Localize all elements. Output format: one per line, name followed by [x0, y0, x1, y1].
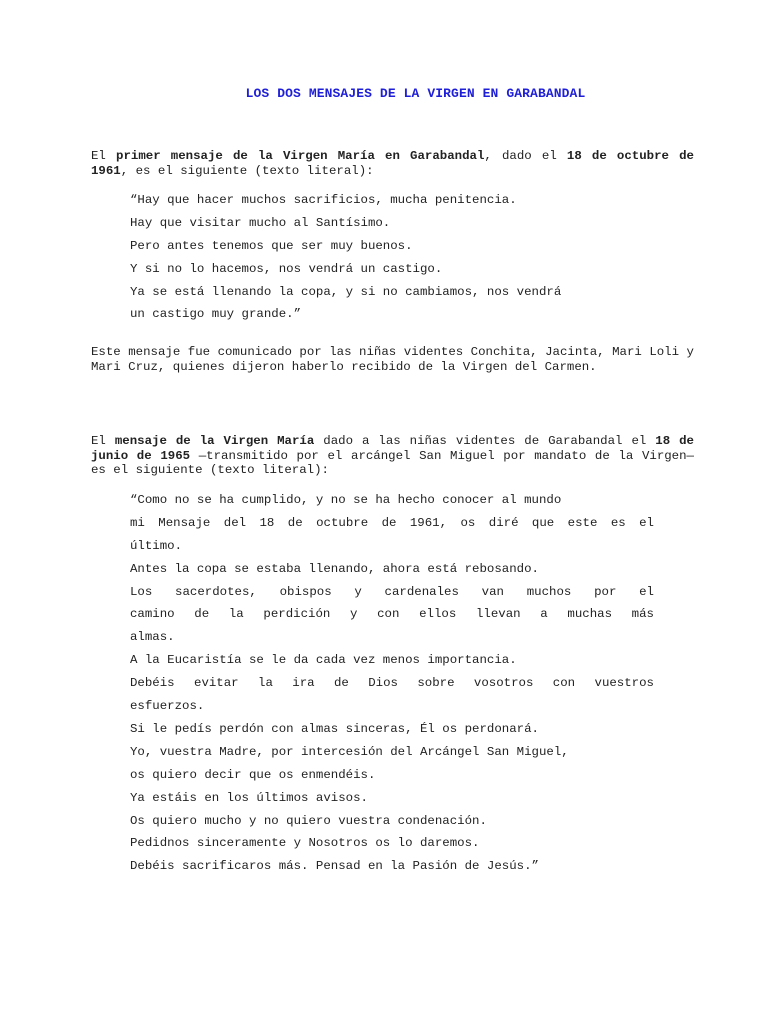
quote-line: Los sacerdotes, obispos y cardenales van muchos por el — [130, 584, 654, 599]
quote-line: Antes la copa se estaba llenando, ahora está rebosando. — [130, 561, 539, 576]
intro-bold-date: 18 de octubre de 1961 — [91, 149, 694, 178]
quote-line: Si le pedís perdón con almas sinceras, Él os perdonará. — [130, 721, 539, 736]
quote-line: “Como no se ha cumplido, y no se ha hecho conocer al mundo — [130, 493, 562, 507]
quote-line: Ya estáis en los últimos avisos. — [130, 790, 368, 805]
quote-line: A la Eucaristía se le da cada vez menos importancia. — [130, 653, 517, 668]
quote-line: Ya se está llenando la copa, y si no cambiamos, nos vendrá — [130, 284, 562, 299]
quote-line: Yo, vuestra Madre, por intercesión del Arcángel San Miguel, — [130, 744, 569, 759]
intro-bold-date: 18 de junio de 1965 — [91, 434, 694, 463]
intro-text: dado a las niñas videntes de Garabandal el — [314, 434, 656, 448]
quote-line: Pedidnos sinceramente y Nosotros os lo daremos. — [130, 836, 480, 851]
quote-line: esfuerzos. — [130, 699, 205, 714]
first-message-quote — [130, 189, 654, 326]
quote-line: almas. — [130, 630, 175, 645]
quote-line: Os quiero mucho y no quiero vuestra condenación. — [130, 813, 487, 828]
second-message-intro — [91, 434, 694, 478]
intro-text: —transmitido por el arcángel San Miguel por mandato de la Virgen— es el siguiente (texto literal): — [91, 448, 694, 478]
quote-line: camino de la perdición y con ellos llevan a muchas más — [130, 607, 654, 622]
quote-line: Pero antes tenemos que ser muy buenos. — [130, 238, 413, 253]
quote-line: un castigo muy grande.” — [130, 307, 302, 322]
quote-line: Debéis sacrificaros más. Pensad en la Pasión de Jesús.” — [130, 859, 539, 874]
intro-text: El — [91, 149, 117, 163]
second-message-quote — [130, 489, 654, 878]
intro-bold-text: primer mensaje de la Virgen María en Garabandal — [116, 149, 485, 163]
quote-line: Hay que visitar mucho al Santísimo. — [130, 215, 391, 230]
quote-line: Y si no lo hacemos, nos vendrá un castigo. — [130, 261, 443, 276]
quote-line: “Hay que hacer muchos sacrificios, mucha penitencia. — [130, 193, 517, 207]
page-title: LOS DOS MENSAJES DE LA VIRGEN EN GARABANDAL — [245, 86, 586, 101]
quote-line: último. — [130, 538, 183, 553]
intro-text: , dado el — [484, 149, 567, 163]
intro-text: , es el siguiente (texto literal): — [120, 163, 374, 178]
first-message-intro — [91, 149, 694, 178]
quote-line: mi Mensaje del 18 de octubre de 1961, os diré que este es el — [130, 515, 654, 530]
quote-line: Debéis evitar la ira de Dios sobre vosotros con vuestros — [130, 676, 654, 691]
quote-line: os quiero decir que os enmendéis. — [130, 767, 376, 782]
intro-text: El — [91, 434, 115, 448]
intro-bold-text: mensaje de la Virgen María — [114, 434, 315, 448]
first-message-note: Este mensaje fue comunicado por las niñas videntes Conchita, Jacinta, Mari Loli y Mari Cruz, quienes dijeron haberlo recibido de la Virgen del Carmen. — [91, 345, 694, 374]
